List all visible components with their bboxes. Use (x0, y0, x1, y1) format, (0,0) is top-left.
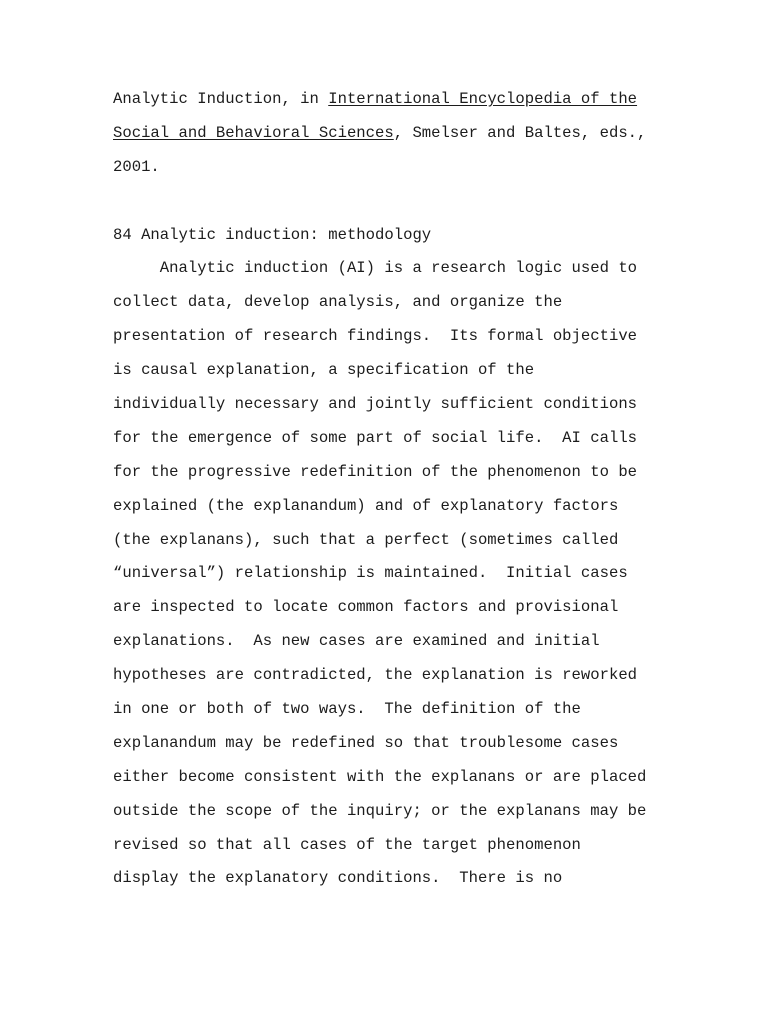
body-line: for the progressive redefinition of the phenomenon to be (113, 463, 638, 481)
body-line: individually necessary and jointly sufficient conditions (113, 395, 638, 413)
body-line: explanations. As new cases are examined and initial (113, 632, 600, 650)
section-heading: 84 Analytic induction: methodology (113, 226, 432, 244)
body-line: presentation of research findings. Its formal objective (113, 327, 638, 345)
body-line: Analytic induction (AI) is a research logic used to (113, 259, 638, 277)
citation-line-2 (113, 123, 646, 143)
body-line: hypotheses are contradicted, the explanation is reworked (113, 666, 638, 684)
encyclopedia-title-part-1: International Encyclopedia of the (328, 90, 638, 108)
citation-prefix: Analytic Induction, in (113, 90, 329, 108)
body-line: is causal explanation, a specification of the (113, 361, 535, 379)
citation-line-1 (113, 89, 637, 109)
body-line: for the emergence of some part of social life. AI calls (113, 429, 638, 447)
body-line: collect data, develop analysis, and organize the (113, 293, 563, 311)
body-line: revised so that all cases of the target phenomenon (113, 836, 581, 854)
body-line: (the explanans), such that a perfect (sometimes called (113, 531, 619, 549)
body-line: explanandum may be redefined so that troublesome cases (113, 734, 619, 752)
body-line: display the explanatory conditions. There is no (113, 869, 563, 887)
body-line: “universal”) relationship is maintained. Initial cases (113, 564, 628, 582)
encyclopedia-title-part-2: Social and Behavioral Sciences (113, 124, 394, 142)
body-line: explained (the explanandum) and of explanatory factors (113, 497, 619, 515)
body-line: outside the scope of the inquiry; or the explanans may be (113, 802, 647, 820)
body-line: either become consistent with the explanans or are placed (113, 768, 647, 786)
citation-year: 2001. (113, 158, 160, 176)
body-line: in one or both of two ways. The definition of the (113, 700, 581, 718)
citation-editors: , Smelser and Baltes, eds., (393, 124, 647, 142)
body-line: are inspected to locate common factors and provisional (113, 598, 619, 616)
